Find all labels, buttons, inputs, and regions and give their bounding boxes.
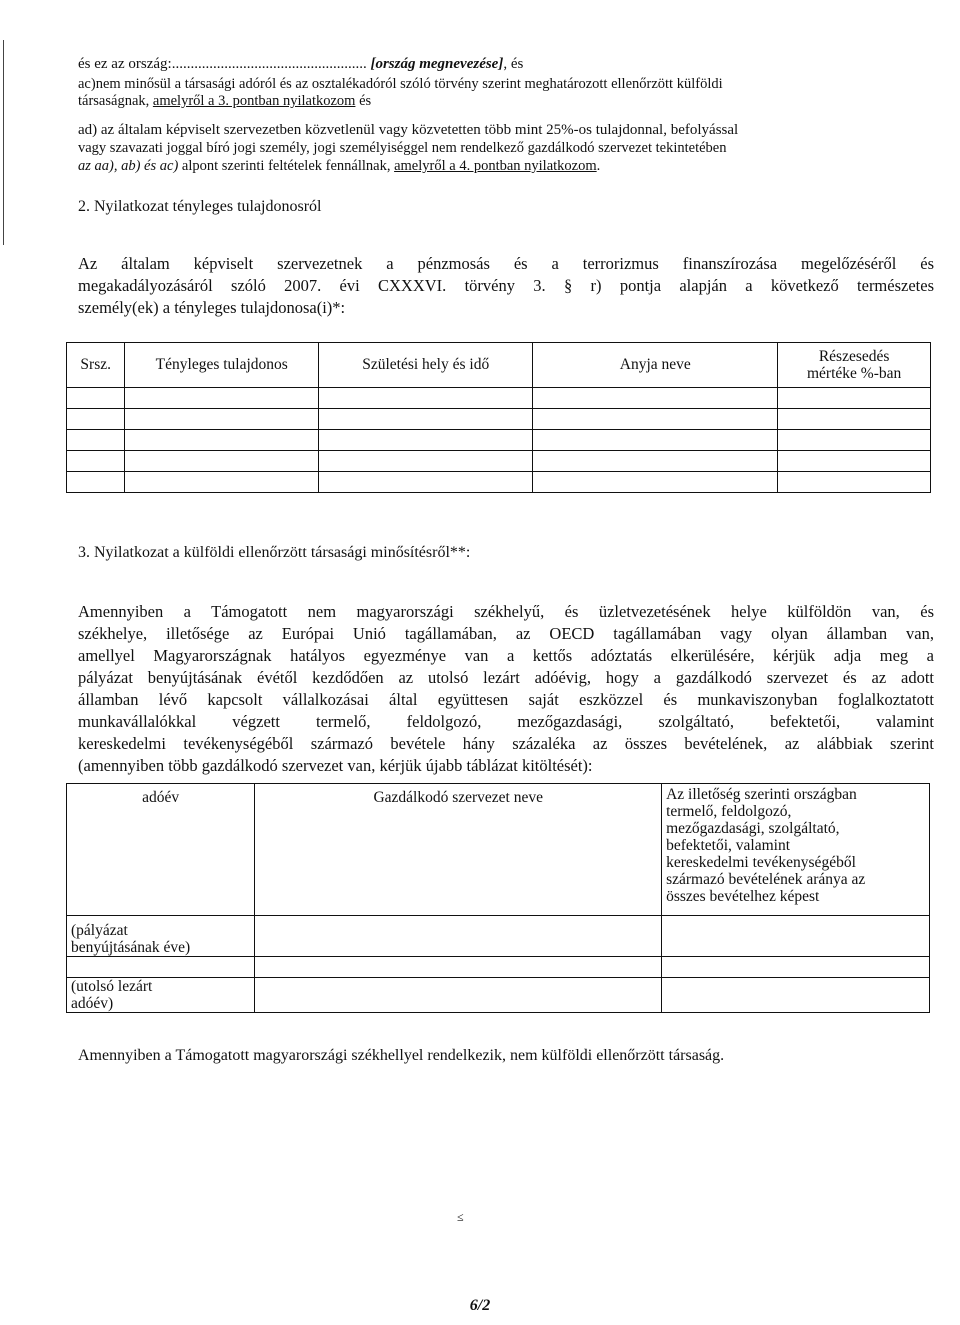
section3-paragraph — [78, 601, 934, 777]
owner-table — [66, 342, 931, 493]
section2-paragraph — [78, 253, 934, 319]
col-adoev-label: adóév — [142, 789, 180, 806]
table-row — [67, 430, 931, 451]
table-cell[interactable] — [67, 451, 125, 472]
table-row — [67, 409, 931, 430]
table-cell[interactable] — [778, 430, 931, 451]
table-cell[interactable] — [67, 388, 125, 409]
col3-line: Az illetőség szerinti országban — [666, 786, 857, 803]
ac-suffix: és — [359, 93, 372, 109]
clause-ac-line2 — [78, 93, 933, 110]
section2-heading: 2. Nyilatkozat tényleges tulajdonosról — [78, 198, 322, 215]
margin-rule — [3, 40, 4, 245]
table-row — [67, 451, 931, 472]
section2-line2: megakadályozásáról szóló 2007. évi CXXXVI. törvény 3. § r) pontja alapján a következő természetes — [78, 276, 934, 295]
table-cell[interactable] — [255, 978, 662, 1013]
col-entity-label: Gazdálkodó szervezet neve — [373, 789, 543, 806]
section3-line: amellyel Magyarországnak hatályos egyezménye van a kettős adóztatás elkerülésére, kérjük adja meg a — [78, 646, 934, 665]
table-cell[interactable] — [125, 451, 319, 472]
table-cell[interactable] — [662, 978, 930, 1013]
country-prefix: és ez az ország: — [78, 56, 172, 72]
table-cell[interactable] — [778, 451, 931, 472]
table-row — [67, 388, 931, 409]
country-placeholder: [ország megnevezése] — [370, 56, 504, 72]
table-row — [67, 916, 930, 957]
owner-table-header — [67, 343, 931, 388]
col3-line: befektetői, valamint — [666, 837, 791, 854]
table-cell[interactable] — [319, 451, 533, 472]
table-cell[interactable] — [533, 409, 778, 430]
table-cell[interactable] — [778, 388, 931, 409]
row-label-application-year — [67, 916, 255, 957]
col-srsz: Srsz. — [67, 343, 125, 388]
table-cell[interactable] — [533, 430, 778, 451]
table-row — [67, 472, 931, 493]
col3-line: származó bevételének aránya az — [666, 871, 866, 888]
section3-line: munkavállalókkal végzett termelő, feldolgozó, mezőgazdasági, szolgáltató, befektetői, valamint — [78, 712, 934, 731]
table-cell[interactable] — [662, 957, 930, 978]
table-cell[interactable] — [778, 472, 931, 493]
section2-line3: személy(ek) a tényleges tulajdonosa(i)*: — [78, 298, 346, 317]
col-entity-name — [255, 784, 662, 916]
row1-label-line1: (pályázat — [71, 922, 128, 939]
ad-mid: alpont szerinti feltételek fennállnak, — [181, 158, 391, 174]
section3-heading: 3. Nyilatkozat a külföldi ellenőrzött társasági minősítésről**: — [78, 544, 471, 561]
table-cell[interactable] — [67, 409, 125, 430]
clause-ad-line1: ad) az általam képviselt szervezetben közvetlenül vagy közvetetten több mint 25%-os tulajdonnal, befolyással — [78, 122, 739, 138]
row2-label-line1: (utolsó lezárt — [71, 978, 153, 995]
row2-label-line2: adóév) — [71, 995, 114, 1012]
country-suffix: , és — [503, 56, 524, 72]
table-row — [67, 978, 930, 1013]
table-cell[interactable] — [533, 451, 778, 472]
col-birth: Születési hely és idő — [319, 343, 533, 388]
ad-reference: amelyről a 4. pontban nyilatkozom — [394, 158, 597, 174]
col-share — [778, 343, 931, 388]
clause-ad-line3 — [78, 158, 933, 175]
table-cell[interactable] — [319, 430, 533, 451]
table-cell[interactable] — [255, 916, 662, 957]
table-cell[interactable] — [533, 472, 778, 493]
clause-ad-line2: vagy szavazati joggal bíró jogi személy, jogi személyiséggel nem rendelkező gazdálkodó szervezet tekintetében — [78, 140, 727, 156]
revenue-table — [66, 783, 930, 1013]
table-cell[interactable] — [255, 957, 662, 978]
table-cell[interactable] — [125, 472, 319, 493]
country-fill-dots: .................................................... — [171, 56, 367, 72]
section3-line: (amennyiben több gazdálkodó szervezet van, kérjük újabb táblázat kitöltését): — [78, 756, 593, 775]
table-cell[interactable] — [125, 409, 319, 430]
table-cell[interactable] — [125, 430, 319, 451]
revenue-header-row — [67, 784, 930, 916]
col-revenue-share — [662, 784, 930, 916]
col-adoev — [67, 784, 255, 916]
col3-line: mezőgazdasági, szolgáltató, — [666, 820, 840, 837]
table-cell[interactable] — [533, 388, 778, 409]
section3-line: államban lévő kapcsolt vállalkozásai által együttesen saját eszközzel és munkaviszonyban foglalkoztatott — [78, 690, 934, 709]
table-cell[interactable] — [319, 388, 533, 409]
section3-line: Amennyiben a Támogatott nem magyarországi székhelyű, és üzletvezetésének helye külföldön van, és — [78, 602, 934, 621]
intro-country-line — [78, 56, 933, 73]
stray-mark: ≤ — [457, 1210, 464, 1224]
table-cell[interactable] — [125, 388, 319, 409]
col3-line: összes bevételhez képest — [666, 888, 820, 905]
section3-line: pályázat benyújtásának évétől kezdődően az utolsó lezárt adóévig, hogy a gazdálkodó szervezet és az adott — [78, 668, 934, 687]
col-mother: Anyja neve — [533, 343, 778, 388]
page-number: 6/2 — [469, 1297, 491, 1314]
section3-line: székhelye, illetősége az Európai Unió tagállamában, az OECD tagállamában vagy olyan államban van, — [78, 624, 934, 643]
ad-end: . — [596, 158, 601, 174]
table-cell[interactable] — [662, 916, 930, 957]
col-share-line2: mértéke %-ban — [807, 365, 902, 382]
ac-prefix: társaságnak, — [78, 93, 150, 109]
clause-ac-line1: ac)nem minősül a társasági adóról és az osztalékadóról szóló törvény szerint meghatározott ellenőrzött külföldi — [78, 76, 723, 92]
col3-line: kereskedelmi tevékenységéből — [666, 854, 856, 871]
table-cell[interactable] — [67, 430, 125, 451]
col3-line: termelő, feldolgozó, — [666, 803, 792, 820]
section3-line: kereskedelmi tevékenységéből származó bevétele hány százaléka az összes bevételének, az alábbiak szerint — [78, 734, 934, 753]
row-label-last-closed-year — [67, 978, 255, 1013]
table-cell[interactable] — [778, 409, 931, 430]
table-row — [67, 957, 930, 978]
table-cell[interactable] — [67, 957, 255, 978]
closing-note: Amennyiben a Támogatott magyarországi székhellyel rendelkezik, nem külföldi ellenőrzött társaság. — [78, 1047, 725, 1064]
table-cell[interactable] — [319, 472, 533, 493]
section2-line1: Az általam képviselt szervezetnek a pénzmosás és a terrorizmus finanszírozása megelőzéséről és — [78, 254, 934, 273]
col-owner: Tényleges tulajdonos — [125, 343, 319, 388]
row1-label-line2: benyújtásának éve) — [71, 939, 191, 956]
table-cell[interactable] — [67, 472, 125, 493]
ad-subpoints: az aa), ab) és ac) — [78, 158, 179, 174]
table-cell[interactable] — [319, 409, 533, 430]
col-share-line1: Részesedés — [818, 348, 890, 365]
ac-reference: amelyről a 3. pontban nyilatkozom — [152, 93, 356, 109]
